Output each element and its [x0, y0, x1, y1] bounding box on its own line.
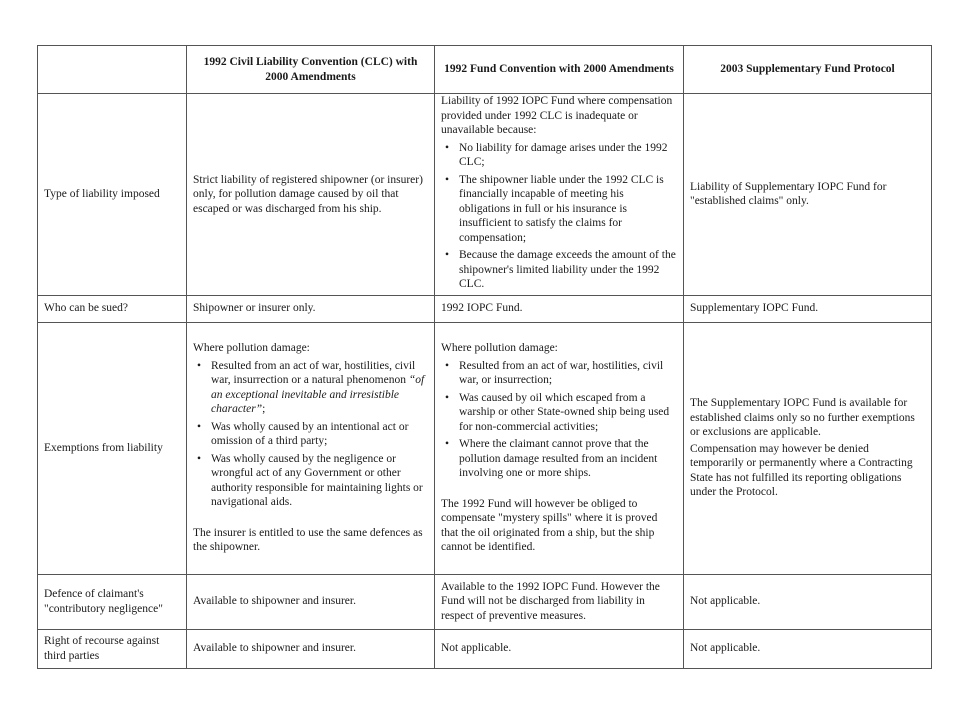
- list-item: • Resulted from an act of war, hostilities, civil war, or insurrection;: [459, 359, 677, 388]
- row-label-recourse: Right of recourse against third parties: [38, 629, 187, 668]
- row-label-exemptions: Exemptions from liability: [38, 322, 187, 574]
- supp-exemptions: [684, 322, 932, 574]
- clc-exemptions-outro: The insurer is entitled to use the same defences as the shipowner.: [193, 526, 423, 554]
- supp-recourse: Not applicable.: [684, 629, 932, 668]
- clc-contributory-negligence: Available to shipowner and insurer.: [187, 574, 435, 629]
- header-supplementary: 2003 Supplementary Fund Protocol: [684, 46, 932, 94]
- supp-type-of-liability: Liability of Supplementary IOPC Fund for "established claims" only.: [684, 94, 932, 296]
- fund-who-can-be-sued: 1992 IOPC Fund.: [435, 295, 684, 322]
- fund-type-intro: Liability of 1992 IOPC Fund where compensation provided under 1992 CLC is inadequate or unavailable because:: [441, 95, 673, 136]
- clc-exemptions-list: [193, 359, 428, 510]
- fund-exemptions-list: [441, 359, 677, 481]
- fund-exemptions-outro: The 1992 Fund will however be obliged to compensate "mystery spills" where it is proved that the oil originated from a ship, but the ship cannot be identified.: [441, 497, 658, 554]
- supp-exemptions-para2: Compensation may however be denied temporarily or permanently where a Contracting State has not fulfilled its reporting obligations under the Protocol.: [690, 442, 913, 499]
- list-item: [211, 359, 428, 417]
- list-item: • Because the damage exceeds the amount of the shipowner's limited liability under the 1992 CLC.: [459, 248, 677, 292]
- list-item: • Was wholly caused by an intentional act or omission of a third party;: [211, 420, 428, 449]
- row-label-contributory-negligence: Defence of claimant's "contributory negligence": [38, 574, 187, 629]
- fund-exemptions-intro: Where pollution damage:: [441, 342, 558, 355]
- supp-contributory-negligence: Not applicable.: [684, 574, 932, 629]
- bullet-italic-quote: “of an exceptional inevitable and irresistible character”: [211, 374, 425, 416]
- list-item: • Was wholly caused by the negligence or wrongful act of any Government or other authority responsible for maintaining lights or navigational aids.: [211, 452, 428, 510]
- header-fund: 1992 Fund Convention with 2000 Amendments: [435, 46, 684, 94]
- header-clc: 1992 Civil Liability Convention (CLC) with 2000 Amendments: [187, 46, 435, 94]
- header-empty-cell: [38, 46, 187, 94]
- clc-who-can-be-sued: Shipowner or insurer only.: [187, 295, 435, 322]
- table-row: [38, 295, 932, 322]
- header-row: [38, 46, 932, 94]
- bullet-text: Resulted from an act of war, hostilities, civil war, insurrection or a natural phenomenon: [211, 359, 416, 387]
- list-item: • The shipowner liable under the 1992 CLC is financially incapable of meeting his obligations in full or his insurance is insufficient to satisfy the claims for compensation;: [459, 173, 677, 246]
- table-row: [38, 94, 932, 296]
- table-row: [38, 322, 932, 574]
- supp-who-can-be-sued: Supplementary IOPC Fund.: [684, 295, 932, 322]
- table-row: [38, 629, 932, 668]
- fund-type-list: [441, 141, 677, 292]
- fund-recourse: Not applicable.: [435, 629, 684, 668]
- clc-recourse: Available to shipowner and insurer.: [187, 629, 435, 668]
- clc-exemptions-intro: Where pollution damage:: [193, 342, 310, 355]
- supp-exemptions-para1: The Supplementary IOPC Fund is available for established claims only so no further exemptions or exclusions are applicable.: [690, 397, 915, 439]
- clc-exemptions: [187, 322, 435, 574]
- liability-comparison-table: [37, 45, 932, 669]
- fund-exemptions: [435, 322, 684, 574]
- bullet-end: ;: [262, 403, 266, 416]
- list-item: • No liability for damage arises under the 1992 CLC;: [459, 141, 677, 170]
- fund-contributory-negligence: Available to the 1992 IOPC Fund. However the Fund will not be discharged from liability in respect of preventive measures.: [435, 574, 684, 629]
- list-item: • Where the claimant cannot prove that the pollution damage resulted from an incident involving one or more ships.: [459, 437, 677, 481]
- table-row: [38, 574, 932, 629]
- row-label-who-can-be-sued: Who can be sued?: [38, 295, 187, 322]
- fund-type-of-liability: [435, 94, 684, 296]
- row-label-type-of-liability: Type of liability imposed: [38, 94, 187, 296]
- list-item: • Was caused by oil which escaped from a warship or other State-owned ship being used for non-commercial activities;: [459, 391, 677, 435]
- clc-type-of-liability: Strict liability of registered shipowner (or insurer) only, for pollution damage caused by oil that escaped or was discharged from his ship.: [187, 94, 435, 296]
